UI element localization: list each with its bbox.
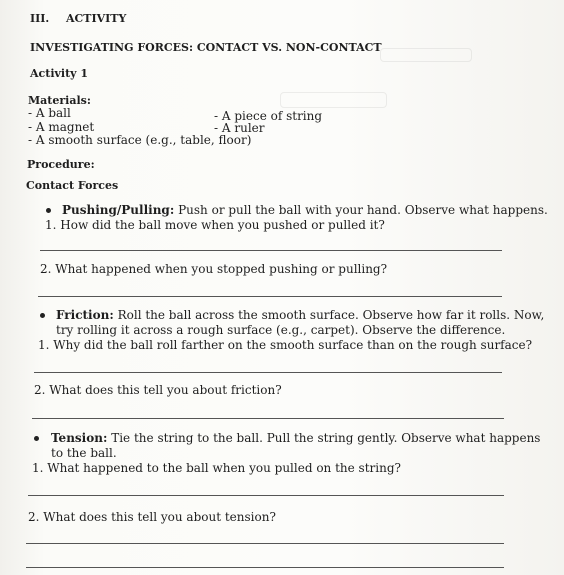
section-label: ACTIVITY <box>66 12 127 25</box>
pushing-instruction <box>62 203 548 217</box>
tension-instruction-line1 <box>51 431 540 445</box>
friction-term: Friction: <box>56 308 114 322</box>
activity-label: Activity 1 <box>30 67 89 80</box>
bullet-icon <box>34 436 39 441</box>
pushing-text: Push or pull the ball with your hand. Observe what happens. <box>178 203 548 217</box>
tension-question-2: 2. What does this tell you about tension? <box>28 510 276 524</box>
worksheet-title: INVESTIGATING FORCES: CONTACT VS. NON-CONTACT <box>30 41 382 54</box>
section-number: III. <box>30 12 50 25</box>
procedure-heading: Procedure: <box>27 158 95 171</box>
material-item: - A smooth surface (e.g., table, floor) <box>28 133 252 147</box>
pushing-question-2: 2. What happened when you stopped pushing or pulling? <box>40 262 388 276</box>
answer-line[interactable] <box>26 567 504 568</box>
material-item: - A ball <box>28 106 71 120</box>
material-item: - A piece of string <box>214 109 323 123</box>
tension-term: Tension: <box>51 431 108 445</box>
friction-instruction-line1 <box>56 308 544 322</box>
answer-line[interactable] <box>38 296 502 297</box>
tension-question-1: 1. What happened to the ball when you pulled on the string? <box>32 461 401 475</box>
materials-heading: Materials: <box>28 94 91 107</box>
answer-line[interactable] <box>28 495 504 496</box>
friction-instruction-line2: try rolling it across a rough surface (e.g., carpet). Observe the difference. <box>56 323 506 337</box>
answer-line[interactable] <box>34 372 502 373</box>
bullet-icon <box>40 313 45 318</box>
answer-line[interactable] <box>26 543 504 544</box>
material-item: - A ruler <box>214 121 265 135</box>
bullet-icon <box>46 208 51 213</box>
show-through-shadow <box>280 92 387 108</box>
contact-forces-heading: Contact Forces <box>26 179 119 192</box>
friction-question-2: 2. What does this tell you about friction? <box>34 383 282 397</box>
answer-line[interactable] <box>40 250 502 251</box>
material-item: - A magnet <box>28 120 95 134</box>
friction-text: Roll the ball across the smooth surface. Observe how far it rolls. Now, <box>117 308 545 322</box>
pushing-term: Pushing/Pulling: <box>62 203 175 217</box>
tension-instruction-line2: to the ball. <box>51 446 117 460</box>
friction-question-1: 1. Why did the ball roll farther on the smooth surface than on the rough surface? <box>38 338 533 352</box>
show-through-shadow <box>380 48 472 62</box>
pushing-question-1: 1. How did the ball move when you pushed or pulled it? <box>45 218 385 232</box>
answer-line[interactable] <box>32 418 504 419</box>
tension-text: Tie the string to the ball. Pull the string gently. Observe what happens <box>111 431 541 445</box>
